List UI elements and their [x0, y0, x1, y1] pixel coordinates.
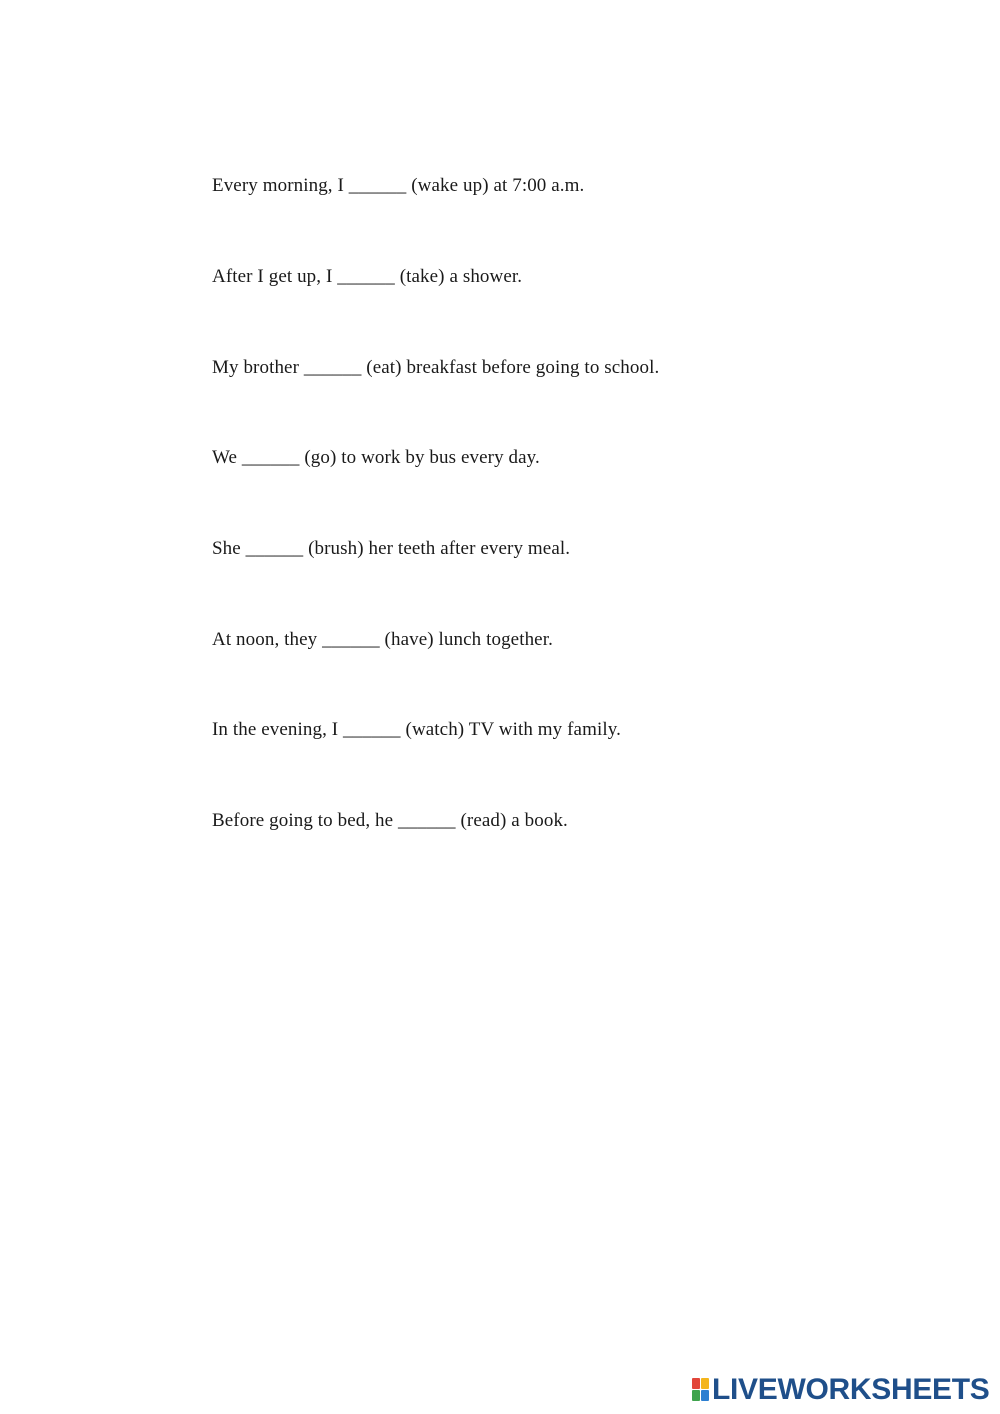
exercise-sentence-1: Every morning, I ______ (wake up) at 7:00 a.m. — [212, 175, 585, 196]
exercise-sentence-3: My brother ______ (eat) breakfast before going to school. — [212, 357, 660, 378]
liveworksheets-logo[interactable] — [692, 1375, 990, 1405]
exercise-sentence-4: We ______ (go) to work by bus every day. — [212, 447, 540, 468]
liveworksheets-logo-icon — [692, 1378, 710, 1402]
exercise-sentence-8: Before going to bed, he ______ (read) a book. — [212, 810, 568, 831]
exercise-sentence-5: She ______ (brush) her teeth after every meal. — [212, 538, 571, 559]
exercise-sentence-2: After I get up, I ______ (take) a shower. — [212, 266, 523, 287]
exercise-sentence-6: At noon, they ______ (have) lunch together. — [212, 629, 553, 650]
worksheet — [212, 0, 912, 1414]
brand-name: LIVEWORKSHEETS — [712, 1373, 990, 1406]
exercise-sentence-7: In the evening, I ______ (watch) TV with my family. — [212, 719, 621, 740]
